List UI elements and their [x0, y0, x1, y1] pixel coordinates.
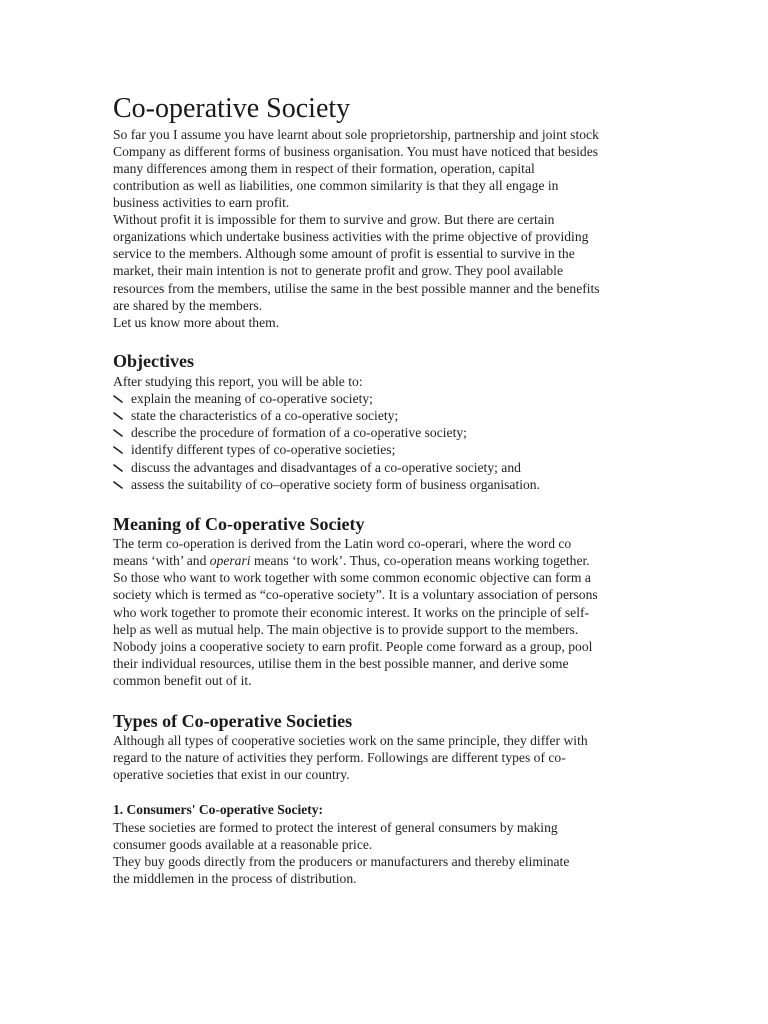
- pen-bullet-icon: [113, 394, 123, 404]
- text-line: These societies are formed to protect the interest of general consumers by making: [113, 820, 558, 835]
- list-item: [113, 424, 467, 441]
- text-line: [113, 552, 590, 569]
- text-line: society which is termed as “co-operative society”. It is a voluntary association of persons: [113, 587, 598, 602]
- text-line: Company as different forms of business organisation. You must have noticed that besides: [113, 144, 599, 159]
- text-line: common benefit out of it.: [113, 673, 252, 688]
- latin-term: operari: [209, 553, 251, 568]
- types-heading: Types of Co-operative Societies: [113, 711, 353, 731]
- text-line: their individual resources, utilise them in the best possible manner, and derive some: [113, 656, 569, 671]
- pen-bullet-icon: [113, 411, 123, 421]
- page-title: Co-operative Society: [113, 93, 351, 124]
- consumers-heading: 1. Consumers' Co-operative Society:: [113, 802, 323, 817]
- text-line: regard to the nature of activities they perform. Followings are different types of co-: [113, 750, 566, 765]
- text-line: Nobody joins a cooperative society to earn profit. People come forward as a group, pool: [113, 639, 593, 654]
- text-line: Without profit it is impossible for them to survive and grow. But there are certain: [113, 212, 555, 227]
- text-line: many differences among them in respect of their formation, operation, capital: [113, 161, 535, 176]
- text-span: means ‘to work’. Thus, co-operation means working together.: [250, 553, 590, 568]
- list-item-text: describe the procedure of formation of a co-operative society;: [131, 425, 467, 440]
- objectives-heading: Objectives: [113, 351, 194, 371]
- text-line: The term co-operation is derived from the Latin word co-operari, where the word co: [113, 536, 572, 551]
- text-line: help as well as mutual help. The main objective is to provide support to the members.: [113, 622, 579, 637]
- text-line: So those who want to work together with some common economic objective can form a: [113, 570, 591, 585]
- text-line: business activities to earn profit.: [113, 195, 290, 210]
- list-item: [113, 459, 521, 476]
- text-line: Let us know more about them.: [113, 315, 280, 330]
- text-line: So far you I assume you have learnt about sole proprietorship, partnership and joint stock: [113, 127, 599, 142]
- text-line: service to the members. Although some amount of profit is essential to survive in the: [113, 246, 575, 261]
- text-line: consumer goods available at a reasonable price.: [113, 837, 373, 852]
- text-line: contribution as well as liabilities, one common similarity is that they all engage in: [113, 178, 559, 193]
- text-line: Although all types of cooperative societies work on the same principle, they differ with: [113, 733, 588, 748]
- pen-bullet-icon: [113, 428, 123, 438]
- text-line: resources from the members, utilise the same in the best possible manner and the benefits: [113, 281, 600, 296]
- list-item: [113, 476, 540, 493]
- list-item-text: discuss the advantages and disadvantages of a co-operative society; and: [131, 460, 521, 475]
- list-item-text: state the characteristics of a co-operative society;: [131, 408, 399, 423]
- text-line: market, their main intention is not to generate profit and grow. They pool available: [113, 263, 563, 278]
- pen-bullet-icon: [113, 445, 123, 455]
- list-item: [113, 390, 373, 407]
- list-item-text: identify different types of co-operative societies;: [131, 442, 396, 457]
- text-line: who work together to promote their economic interest. It works on the principle of self-: [113, 605, 590, 620]
- pen-bullet-icon: [113, 480, 123, 490]
- text-line: the middlemen in the process of distribution.: [113, 871, 357, 886]
- list-item: [113, 407, 398, 424]
- text-line: They buy goods directly from the producers or manufacturers and thereby eliminate: [113, 854, 570, 869]
- text-line: are shared by the members.: [113, 298, 263, 313]
- list-item-text: explain the meaning of co-operative society;: [131, 391, 373, 406]
- text-span: means ‘with’ and: [113, 553, 210, 568]
- pen-bullet-icon: [113, 463, 123, 473]
- meaning-heading: Meaning of Co-operative Society: [113, 514, 365, 534]
- list-item-text: assess the suitability of co–operative society form of business organisation.: [131, 477, 540, 492]
- text-line: organizations which undertake business activities with the prime objective of providing: [113, 229, 589, 244]
- text-line: operative societies that exist in our country.: [113, 767, 350, 782]
- objectives-lead: After studying this report, you will be able to:: [113, 374, 363, 389]
- list-item: [113, 441, 395, 458]
